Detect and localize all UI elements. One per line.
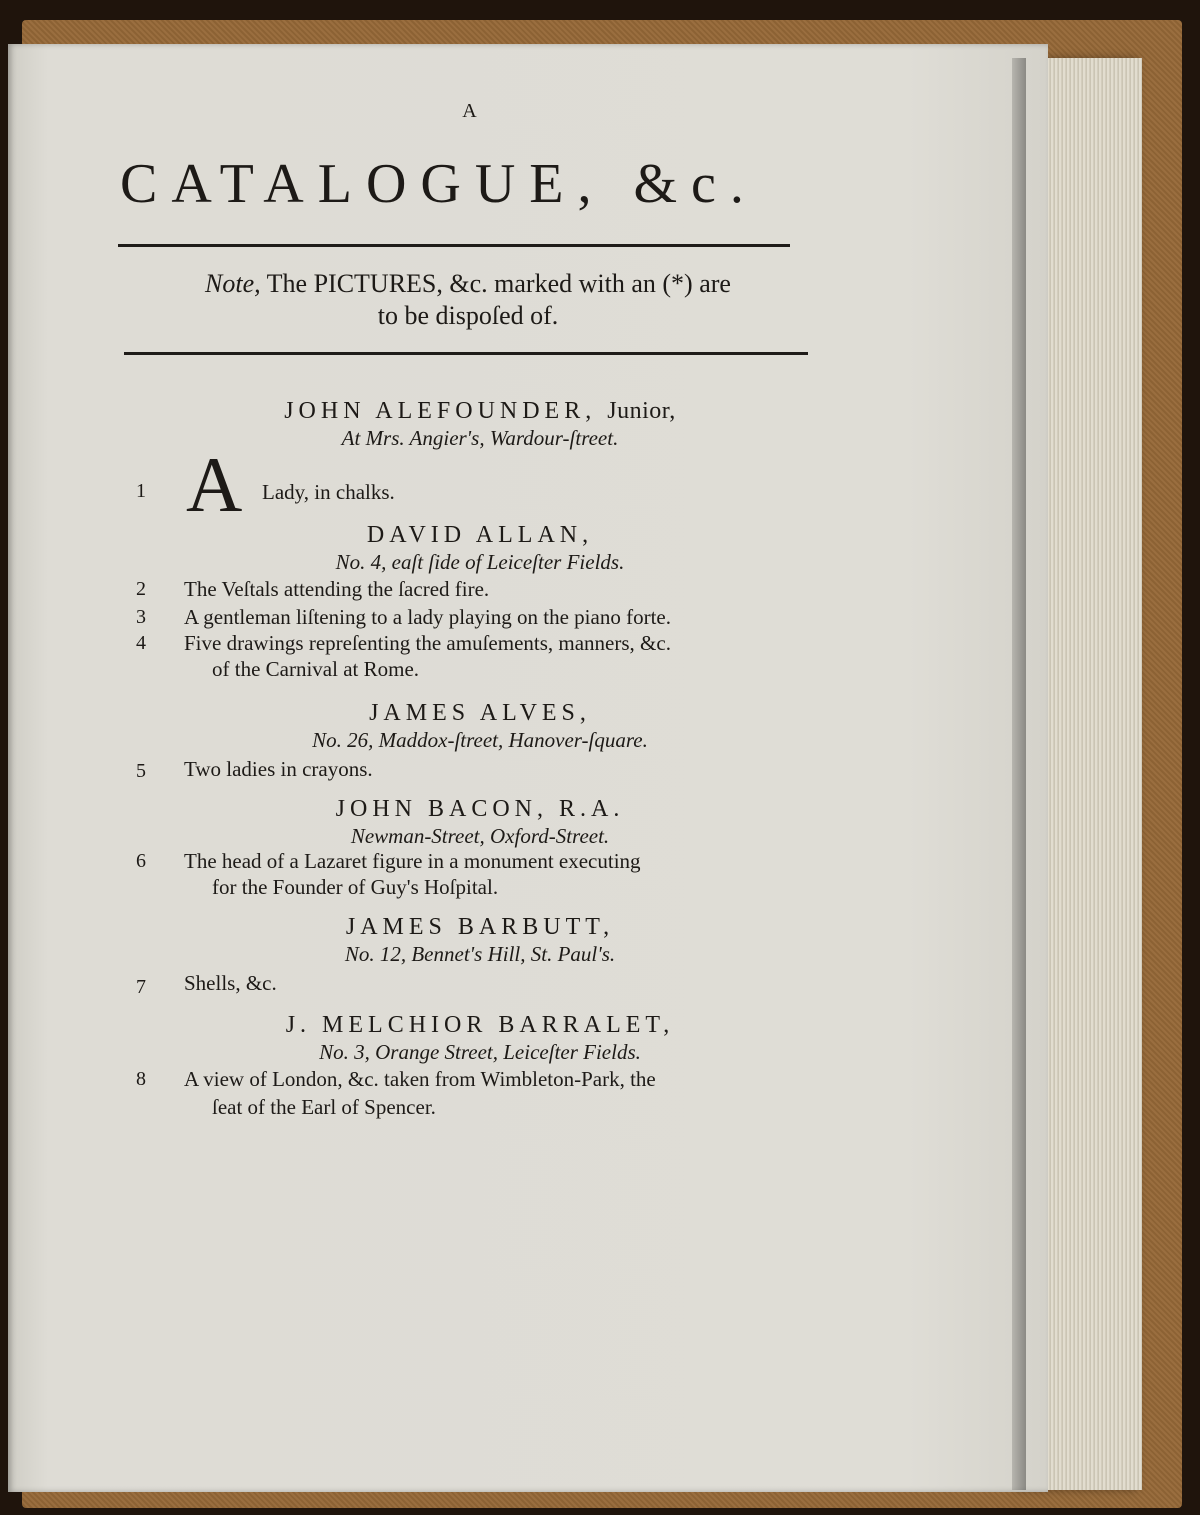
artist-name: J. MELCHIOR BARRALET, bbox=[285, 1012, 675, 1038]
artist-address: Newman-Street, Oxford-Street. bbox=[350, 824, 610, 848]
entry-text: Shells, &c. bbox=[184, 971, 277, 995]
entry-text-continued: for the Founder of Guy's Hoſpital. bbox=[212, 875, 499, 899]
page-title: CATALOGUE, &c. bbox=[120, 153, 758, 215]
note-line-2: to be dispoſed of. bbox=[377, 301, 559, 330]
entry-text: A view of London, &c. taken from Wimbleton-Park, the bbox=[184, 1067, 656, 1091]
entry-number: 4 bbox=[136, 632, 146, 654]
artist-suffix: Junior, bbox=[607, 398, 676, 424]
note-line-1 bbox=[118, 268, 818, 300]
entry-number: 3 bbox=[136, 606, 146, 628]
entry-text: Two ladies in crayons. bbox=[184, 757, 373, 781]
artist-name: JAMES ALVES, bbox=[369, 700, 591, 726]
entry-number: 2 bbox=[136, 578, 146, 600]
entry-text-continued: of the Carnival at Rome. bbox=[212, 657, 420, 681]
artist-name bbox=[120, 398, 840, 425]
note-block bbox=[118, 268, 818, 332]
artist-name bbox=[120, 796, 840, 823]
entry-text: The head of a Lazaret figure in a monument executing bbox=[184, 849, 641, 873]
artist-address: No. 4, eaſt ſide of Leiceſter Fields. bbox=[335, 550, 625, 574]
entry-number: 7 bbox=[136, 976, 146, 998]
artist-name-text: JOHN ALEFOUNDER, bbox=[284, 398, 597, 424]
entry-text-continued: ſeat of the Earl of Spencer. bbox=[212, 1095, 436, 1119]
note-prefix: Note, bbox=[205, 269, 261, 298]
entry-text: A gentleman liſtening to a lady playing on the piano forte. bbox=[184, 605, 671, 629]
entry-number: 6 bbox=[136, 850, 146, 872]
entry-number: 1 bbox=[136, 480, 146, 502]
entry-number: 5 bbox=[136, 760, 146, 782]
entry-number: 8 bbox=[136, 1068, 146, 1090]
note-text-1: The PICTURES, &c. marked with an (*) are bbox=[266, 269, 731, 298]
artist-suffix: R.A. bbox=[559, 796, 625, 822]
artist-address: No. 3, Orange Street, Leiceſter Fields. bbox=[319, 1040, 641, 1064]
entry-text: The Veſtals attending the ſacred fire. bbox=[184, 577, 490, 601]
artist-name: JAMES BARBUTT, bbox=[345, 914, 615, 940]
artist-address: At Mrs. Angier's, Wardour-ſtreet. bbox=[341, 426, 619, 450]
drop-cap: A bbox=[186, 441, 243, 528]
page-header: A bbox=[462, 100, 478, 122]
artist-name: DAVID ALLAN, bbox=[366, 522, 594, 548]
artist-address: No. 12, Bennet's Hill, St. Paul's. bbox=[344, 942, 616, 966]
entry-text: Five drawings repreſenting the amuſements, manners, &c. bbox=[184, 631, 671, 655]
entry-text: Lady, in chalks. bbox=[262, 480, 395, 504]
artist-name-text: JOHN BACON, bbox=[335, 796, 548, 822]
note-rule bbox=[124, 352, 808, 355]
title-rule bbox=[118, 244, 790, 247]
artist-address: No. 26, Maddox-ſtreet, Hanover-ſquare. bbox=[312, 728, 648, 752]
